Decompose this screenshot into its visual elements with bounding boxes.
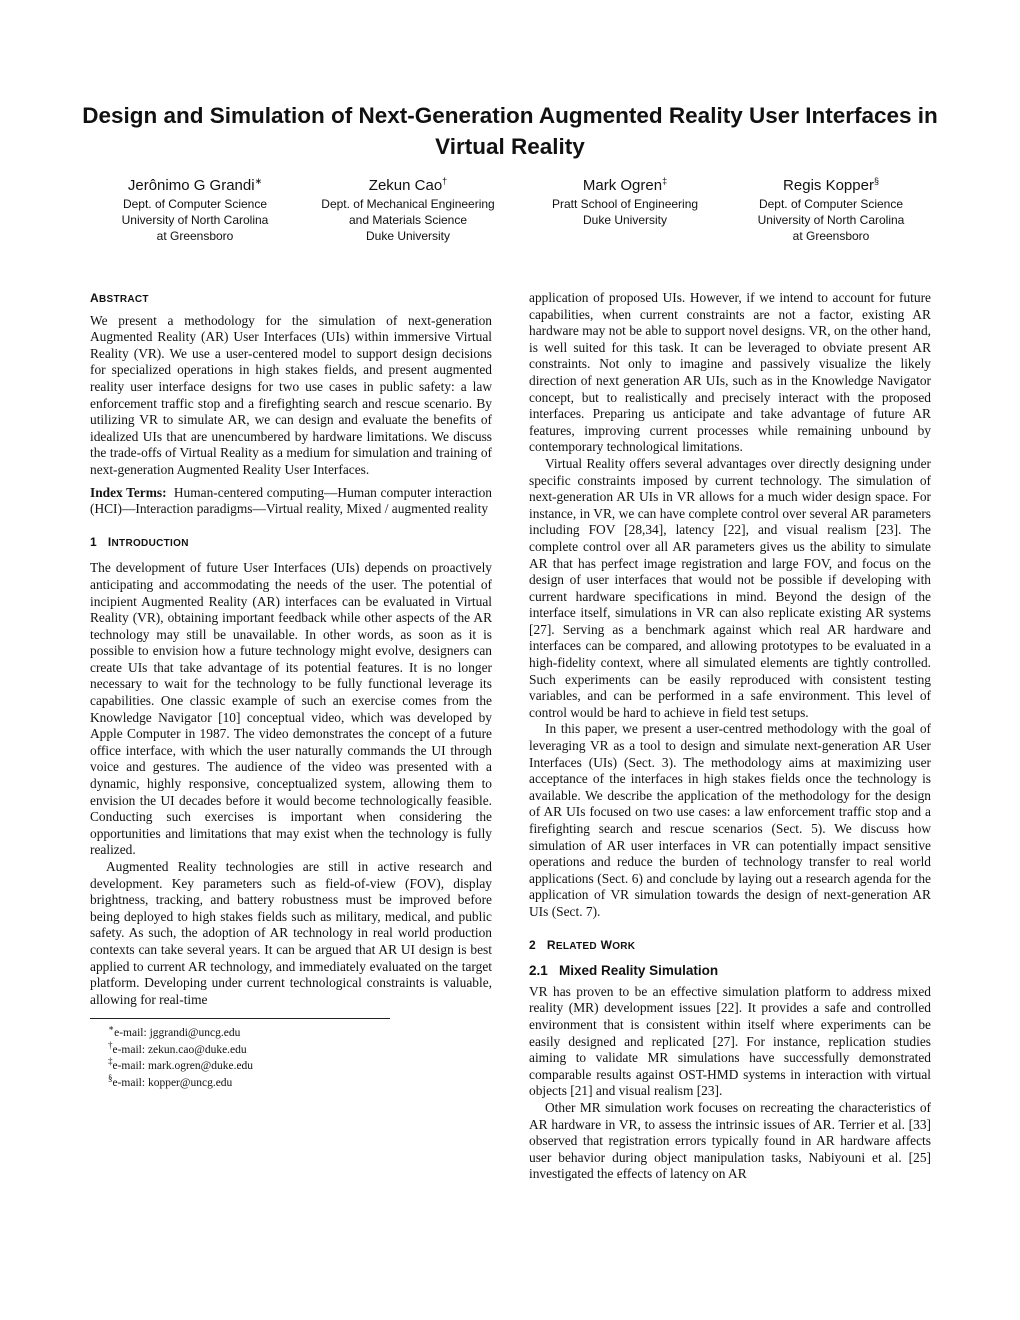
author-name: Jerônimo G Grandi [127, 177, 255, 194]
footnote-divider [90, 1018, 390, 1019]
author-name: Zekun Cao [368, 177, 443, 194]
intro-paragraph-1: The development of future User Interfaces (UIs) depends on proactively anticipating and accommodating the needs of the user. The potential of incipient Augmented Reality (AR) interfaces can be evaluated in Virtual Reality (VR), obtaining important feedback while other aspects of the AR technology may still be unavailable. In other words, as soon as it is possible to envision how a future technology might evolve, designers can create UIs that take advantage of its potential features. It is no longer necessary to wait for the technology to be fully functional leverage its capabilities. One classic example of such an exercise comes from the Knowledge Navigator [10] conceptual video, which was developed by Apple Computer in 1987. The video demonstrates the concept of a future office interface, with which the user naturally commands the UI through voice and gestures. The audience of the video was presented with a dynamic, highly responsive, conceptualized system, allowing them to envision the UI decades before it would become technologically feasible. Conducting such exercises is important when considering the opportunities and limitations that may exist when the technology is fully realized. [90, 560, 492, 858]
footnote-mark: † [442, 176, 448, 186]
intro-paragraph-4: Virtual Reality offers several advantages over directly designing under specific constraints imposed by current technology. The simulation of next-generation AR UIs in VR allows for a much wider design space. For instance, in VR, we can have complete control over several AR parameters including FOV [28,34], latency [22], and visual realism [23]. The complete control over all AR parameters gives us the ability to simulate AR that has perfect image registration and large FOV, and focus on the design of user interfaces that would not be possible if developing with current hardware specifications in mind. Beyond the design of the interface itself, simulations in VR can also replicate existing AR systems [27]. Serving as a benchmark against which real AR hardware and interfaces can be compared, and allowing prototypes to be evaluated in a high-fidelity context, where all simulated elements are tightly controlled. Such experiments can be easily reproduced with consistent testing variables, and can be performed in a safe environment. This level of control would be hard to achieve in field test setups. [529, 455, 931, 720]
footnote: §e-mail: kopper@uncg.edu [108, 1073, 233, 1089]
related-work-paragraph-1: VR has proven to be an effective simulation platform to address mixed reality (MR) development issues [22]. It provides a safe and controlled environment that is consistent within itself where experiments can be easily designed and replicated [27]. For instance, replication studies aiming to validate MR simulations have successfully demonstrated comparable results against OST-HMD systems in interaction with virtual objects [21] and visual realism [23]. [529, 983, 931, 1099]
related-work-heading: 2 RELATED WORK [529, 937, 636, 952]
author-affiliation: University of North Carolina [121, 213, 269, 227]
footnote: ∗e-mail: jggrandi@uncg.edu [108, 1023, 241, 1040]
footnote-mark: ‡ [662, 176, 668, 186]
footnote-mark: ∗ [254, 176, 263, 186]
author-1 [80, 176, 310, 244]
intro-paragraph-3: application of proposed UIs. However, if we intend to account for future capabilities, when current constraints are not a factor, existing AR hardware may not be able to support novel designs. VR, on the other hand, is well suited for this task. It can be leveraged to obviate present AR constraints. Not only to imagine and passively visualize the likely direction of next generation AR UIs, such as in the Knowledge Navigator concept, but to realistically and precisely interact with the proposed interfaces. Preparing us anticipate and take advantage of future AR features, improving current processes while remaining unbound by contemporary technological limitations. [529, 290, 931, 455]
author-affiliation: Pratt School of Engineering [551, 197, 699, 211]
left-column [90, 290, 492, 1091]
author-affiliation: University of North Carolina [757, 213, 905, 227]
intro-paragraph-2: Augmented Reality technologies are still in active research and development. Key parameters such as field-of-view (FOV), display brightness, tracking, and battery robustness must be improved before being deployed to high stakes fields such as military, medical, and public safety. As such, the adoption of AR technology in real world production contexts can take several years. It can be argued that AR UI design is best applied to current AR technology, and immediately evaluated on the target platform. Developing under current technological constraints is valuable, allowing for real-time [90, 859, 492, 1007]
author-affiliation: Duke University [582, 213, 668, 227]
footnotes [90, 1025, 492, 1091]
author-affiliation: Dept. of Mechanical Engineering [321, 197, 495, 211]
author-4 [716, 176, 946, 244]
related-work-paragraph-2: Other MR simulation work focuses on recreating the characteristics of AR hardware in VR, to assess the intrinsic issues of AR. Terrier et al. [33] observed that registration errors typically found in AR hardware affects user behavior during object manipulation tasks, Nabiyouni et al. [25] investigated the effects of latency on AR [529, 1099, 931, 1182]
abstract-text: We present a methodology for the simulation of next-generation Augmented Reality (AR) User Interfaces (UIs) within immersive Virtual Reality (VR). We use a user-centered model to support design decisions for specialized operations in high stakes fields, and present augmented reality user interface designs for two use cases in public safety: a law enforcement traffic stop and a firefighting search and rescue scenario. By utilizing VR to simulate AR, we can design and evaluate the benefits of idealized UIs that are unencumbered by hardware limitations. We discuss the trade-offs of Virtual Reality as a medium for simulation and training of next-generation Augmented Reality User Interfaces. [90, 312, 492, 477]
author-affiliation: at Greensboro [156, 229, 234, 243]
intro-paragraph-5: In this paper, we present a user-centred methodology with the goal of leveraging VR as a tool to design and simulate next-generation AR User Interfaces (UIs) (Sect. 3). The methodology aims at maximizing user acceptance of the interfaces in high stakes fields once the technology is available. We describe the application of the methodology for the design of AR UIs focused on two use cases: a law enforcement traffic stop and a firefighting search and rescue scenarios (Sect. 5). We discuss how simulation of AR user interfaces in VR can potentially impact sensitive operations and reduce the burden of technology transfer to real world applications (Sect. 6) and conclude by laying out a research agenda for the application of VR simulation towards the design of next-generation AR UIs (Sect. 7). [529, 721, 931, 919]
author-affiliation: and Materials Science [348, 213, 468, 227]
author-3 [510, 176, 740, 228]
footnote: †e-mail: zekun.cao@duke.edu [108, 1040, 247, 1056]
index-terms [90, 485, 492, 518]
footnote-mark: § [873, 176, 879, 186]
footnote: ‡e-mail: mark.ogren@duke.edu [108, 1056, 254, 1073]
author-affiliation: at Greensboro [792, 229, 870, 243]
author-name: Mark Ogren [582, 177, 663, 194]
author-affiliation: Duke University [365, 229, 451, 243]
author-name: Regis Kopper [783, 177, 874, 194]
author-2 [293, 176, 523, 244]
author-affiliation: Dept. of Computer Science [758, 197, 904, 211]
paper-title: Design and Simulation of Next-Generation Augmented Reality User Interfaces in Virtual Reality [82, 103, 938, 159]
abstract-heading: ABSTRACT [90, 291, 149, 305]
subsection-heading: 2.1 Mixed Reality Simulation [529, 963, 719, 979]
right-column [529, 290, 931, 1183]
author-affiliation: Dept. of Computer Science [122, 197, 268, 211]
introduction-heading: 1 INTRODUCTION [90, 534, 189, 549]
index-terms-label: Index Terms: [90, 484, 167, 500]
index-terms-text: Human-centered computing—Human computer interaction (HCI)—Interaction paradigms—Virtual reality, Mixed / augmented reality [90, 484, 492, 517]
